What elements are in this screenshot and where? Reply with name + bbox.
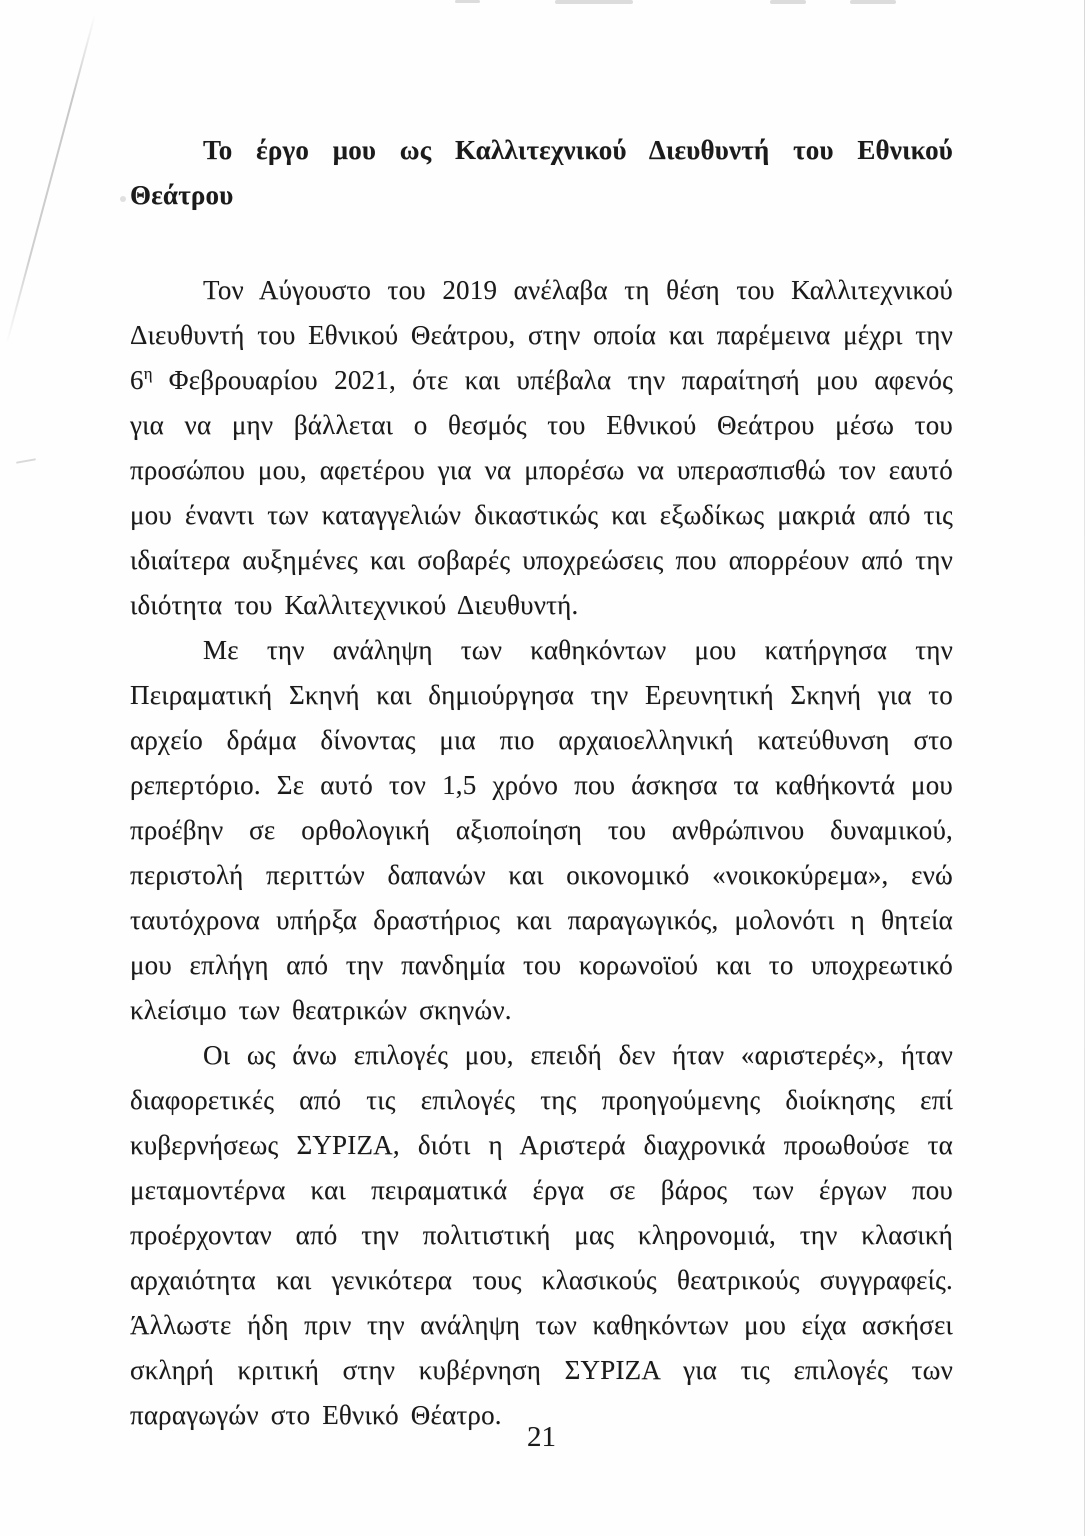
paragraph-1-text-before-superscript: Τον Αύγουστο του 2019 ανέλαβα τη θέση του Καλλιτεχνικού Διευθυντή του Εθνικού Θεάτρου, στην οποία και παρέμεινα μέχρι την 6 — [130, 275, 953, 395]
scan-artifact-diagonal-line — [5, 14, 95, 345]
scan-artifact-top-smudge — [455, 0, 480, 3]
paragraph-1 — [130, 268, 953, 628]
scan-artifact-top-smudge — [555, 0, 633, 4]
paragraph-2: Με την ανάληψη των καθηκόντων μου κατήργησα την Πειραματική Σκηνή και δημιούργησα την Ερευνητική Σκηνή για το αρχείο δράμα δίνοντας μια πιο αρχαιοελληνική κατεύθυνση στο ρεπερτόριο. Σε αυτό τον 1,5 χρόνο που άσκησα τα καθήκοντά μου προέβην σε ορθολογική αξιοποίηση του ανθρώπινου δυναμικού, περιστολή περιττών δαπανών και οικονομικό «νοικοκύρεμα», ενώ ταυτόχρονα υπήρξα δραστήριος και παραγωγικός, μολονότι η θητεία μου επλήγη από την πανδημία του κορωνοϊού και το υποχρεωτικό κλείσιμο των θεατρικών σκηνών. — [130, 635, 953, 1025]
scan-artifact-top-smudge — [850, 0, 896, 4]
paragraph-1-ordinal-superscript: η — [143, 364, 153, 383]
paragraph-3: Οι ως άνω επιλογές μου, επειδή δεν ήταν «αριστερές», ήταν διαφορετικές από τις επιλογές της προηγούμενης διοίκησης επί κυβερνήσεως ΣΥΡΙΖΑ, διότι η Αριστερά διαχρονικά προωθούσε τα μεταμοντέρνα και πειραματικά έργα σε βάρος των έργων που προέρχονταν από την πολιτιστική μας κληρονομιά, την κλασική αρχαιότητα και γενικότερα τους κλασικούς θεατρικούς συγγραφείς. Άλλωστε ήδη πριν την ανάληψη των καθηκόντων μου είχα ασκήσει σκληρή κριτική στην κυβέρνηση ΣΥΡΙΖΑ για τις επιλογές των παραγωγών στο Εθνικό Θέατρο. — [130, 1040, 953, 1430]
scan-artifact-speck — [120, 196, 126, 202]
document-title — [130, 128, 953, 218]
document-title-line1: Το έργο μου ως Καλλιτεχνικού Διευθυντή του Εθνικού — [203, 135, 953, 165]
scan-artifact-right-edge-line — [1084, 0, 1085, 1536]
scan-artifact-top-smudge — [770, 0, 806, 4]
page-number: 21 — [527, 1421, 556, 1453]
paragraph-1-text-after-superscript: Φεβρουαρίου 2021, ότε και υπέβαλα την παραίτησή μου αφενός για να μην βάλλεται ο θεσμός του Εθνικού Θεάτρου μέσω του προσώπου μου, αφετέρου για να μπορέσω να υπερασπισθώ τον εαυτό μου έναντι των καταγγελιών δικαστικώς και εξωδίκως μακριά από τις ιδιαίτερα αυξημένες και σοβαρές υποχρεώσεις που απορρέουν από την ιδιότητα του Καλλιτεχνικού Διευθυντή. — [130, 365, 953, 620]
document-body — [130, 128, 953, 1438]
document-title-line2: Θεάτρου — [130, 180, 234, 210]
scan-artifact-dash — [16, 458, 36, 463]
